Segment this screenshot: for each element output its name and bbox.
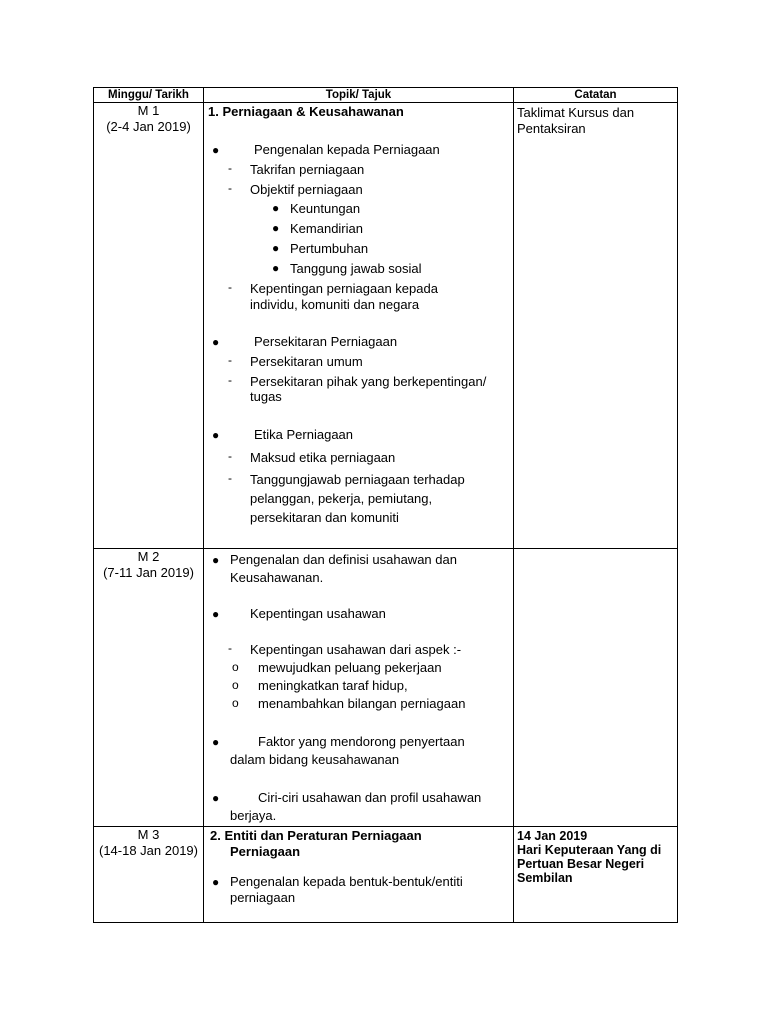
list-item-continued: berjaya. [230,808,277,823]
topic-heading: 2. Entiti dan Peraturan Perniagaan [210,828,422,843]
list-item: Persekitaran Perniagaan [254,334,398,349]
header-notes: Catatan [514,88,678,103]
circle-bullet-icon: o [232,696,239,710]
notes-cell [514,827,678,923]
list-item-continued: tugas [250,389,282,404]
table-row [94,103,678,549]
list-item: Persekitaran umum [250,354,363,369]
list-item: Objektif perniagaan [250,182,363,197]
list-item-continued: Keusahawanan. [230,570,324,585]
header-topic: Topik/ Tajuk [204,88,514,103]
list-item: Kepentingan usahawan dari aspek :- [250,642,462,657]
dash-icon: - [228,181,232,195]
schedule-table [93,87,678,923]
bullet-icon: ● [212,607,220,621]
dash-icon: - [228,280,232,294]
list-item-continued: dalam bidang keusahawanan [230,752,400,767]
bullet-icon: ● [212,791,220,805]
bullet-icon: ● [212,875,220,889]
dash-icon: - [228,353,232,367]
dash-icon: - [228,373,232,387]
week-date: (2-4 Jan 2019) [106,119,191,134]
topic-cell [204,103,514,549]
circle-bullet-icon: o [232,678,239,692]
dash-icon: - [228,449,232,463]
bullet-icon: ● [212,735,220,749]
week-cell [94,827,204,923]
list-item: Kemandirian [290,221,363,236]
topic-cell [204,549,514,827]
list-item: Pertumbuhan [290,241,369,256]
bullet-icon: ● [272,261,280,275]
holiday-date: 14 Jan 2019 [517,829,588,843]
list-item: Ciri-ciri usahawan dan profil usahawan [258,790,482,805]
list-item: Etika Perniagaan [254,427,354,442]
header-row [94,88,678,103]
week-cell [94,103,204,549]
week-label: M 3 [137,827,160,842]
dash-icon: - [228,641,232,655]
notes-cell [514,549,678,827]
list-item: Tanggungjawab perniagaan terhadap [250,472,465,487]
list-item: Maksud etika perniagaan [250,450,396,465]
list-item: Takrifan perniagaan [250,162,365,177]
week-date: (14-18 Jan 2019) [98,843,198,858]
week-cell [94,549,204,827]
list-item: Pengenalan kepada bentuk-bentuk/entiti [230,874,463,889]
list-item-continued: perniagaan [230,890,296,905]
table-row [94,549,678,827]
table-row [94,827,678,923]
dash-icon: - [228,161,232,175]
bullet-icon: ● [272,201,280,215]
bullet-icon: ● [272,241,280,255]
bullet-icon: ● [212,553,220,567]
bullet-icon: ● [212,143,220,157]
dash-icon: - [228,471,232,485]
bullet-icon: ● [272,221,280,235]
week-label: M 2 [137,549,160,564]
list-item: mewujudkan peluang pekerjaan [258,660,442,675]
list-item: menambahkan bilangan perniagaan [258,696,466,711]
list-item: Kepentingan perniagaan kepada [250,281,438,296]
list-item: Kepentingan usahawan [250,606,386,621]
topic-heading: 1. Perniagaan & Keusahawanan [208,104,404,119]
list-item-continued: pelanggan, pekerja, pemiutang, [250,491,433,506]
circle-bullet-icon: o [232,660,239,674]
holiday-name: Hari Keputeraan Yang di Pertuan Besar Negeri Sembilan [517,843,662,885]
bullet-icon: ● [212,335,220,349]
list-item-continued: persekitaran dan komuniti [250,510,399,525]
list-item: Faktor yang mendorong penyertaan [258,734,465,749]
list-item: Pengenalan kepada Perniagaan [254,142,440,157]
header-week: Minggu/ Tarikh [94,88,204,103]
list-item: meningkatkan taraf hidup, [258,678,408,693]
list-item: Keuntungan [290,201,361,216]
list-item: Pengenalan dan definisi usahawan dan [230,552,457,567]
list-item: Persekitaran pihak yang berkepentingan/ [250,374,487,389]
topic-heading-continued: Perniagaan [230,844,301,859]
list-item-continued: individu, komuniti dan negara [250,297,420,312]
notes-cell: Taklimat Kursus dan Pentaksiran [514,103,678,549]
week-date: (7-11 Jan 2019) [103,565,194,580]
list-item: Tanggung jawab sosial [290,261,422,276]
week-label: M 1 [137,103,160,118]
topic-cell [204,827,514,923]
bullet-icon: ● [212,428,220,442]
